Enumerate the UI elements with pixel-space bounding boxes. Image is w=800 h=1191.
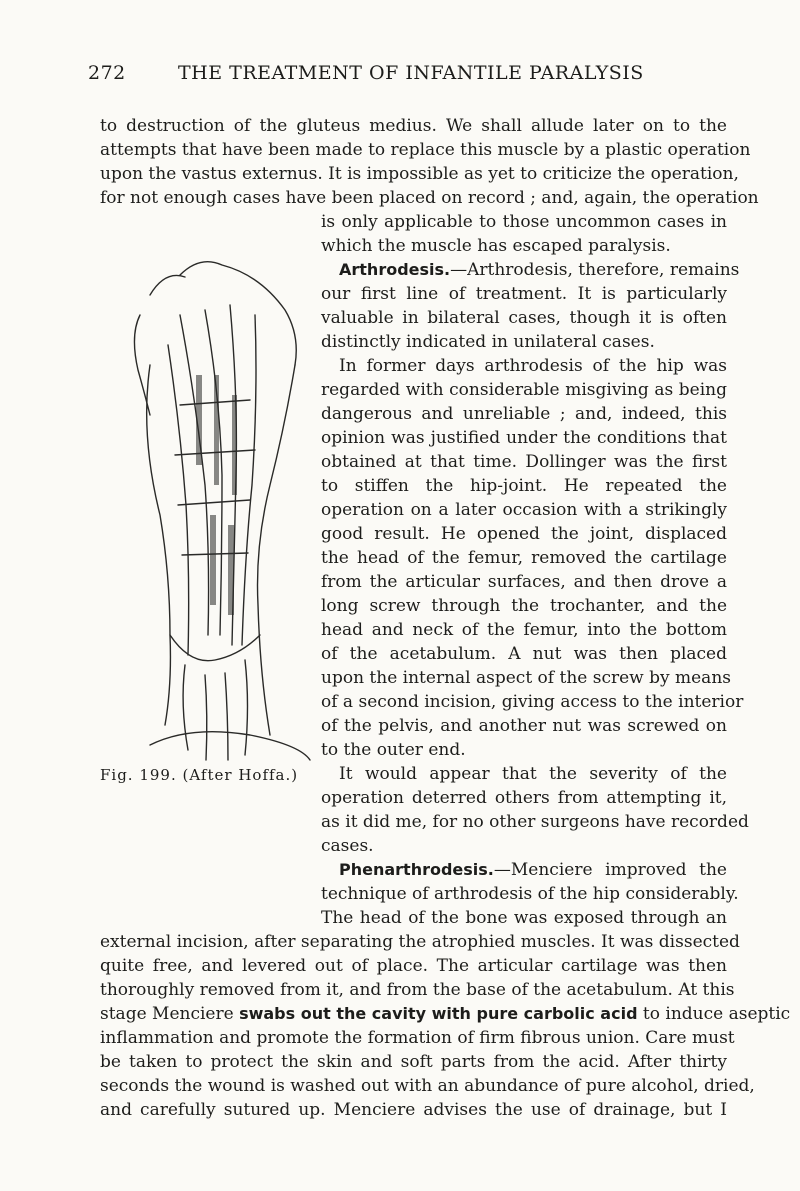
text-line: It would appear that the severity of the [339, 764, 727, 784]
text-line: attempts that have been made to replace this muscle by a plastic operation [100, 140, 751, 160]
text-line: which the muscle has escaped paralysis. [321, 236, 671, 256]
text-line: long screw through the trochanter, and the [321, 596, 727, 616]
text-line: to destruction of the gluteus medius. We shall allude later on to the [100, 116, 727, 136]
text-line: distinctly indicated in unilateral cases. [321, 332, 655, 352]
text-line [100, 1002, 791, 1026]
text-line: upon the internal aspect of the screw by means [321, 668, 731, 688]
text-line: and carefully sutured up. Menciere advises the use of drainage, but I [100, 1100, 727, 1120]
text-line: opinion was justified under the conditions that [321, 428, 727, 448]
text-line: In former days arthrodesis of the hip was [339, 356, 727, 376]
text-line: The head of the bone was exposed through an [321, 908, 727, 928]
text-span: —Arthrodesis, therefore, remains [450, 260, 740, 280]
text-line: is only applicable to those uncommon cases in [321, 212, 727, 232]
text-line: regarded with considerable misgiving as being [321, 380, 727, 400]
section-heading-arthrodesis [321, 258, 740, 282]
text-line: dangerous and unreliable ; and, indeed, this [321, 404, 727, 424]
text-line: of the acetabulum. A nut was then placed [321, 644, 727, 664]
text-line: cases. [321, 836, 374, 856]
running-header [88, 62, 728, 92]
text-line: to stiffen the hip-joint. He repeated the [321, 476, 727, 496]
text-line: quite free, and levered out of place. The articular cartilage was then [100, 956, 727, 976]
running-title: THE TREATMENT OF INFANTILE PARALYSIS [178, 62, 644, 84]
text-line: operation deterred others from attempting it, [321, 788, 727, 808]
figure-caption: Fig. 199. (After Hoffa.) [100, 766, 299, 784]
text-line: be taken to protect the skin and soft parts from the acid. After thirty [100, 1052, 727, 1072]
leg-muscles-illustration [110, 255, 322, 765]
text-span: —Menciere improved the [493, 860, 727, 880]
text-line: valuable in bilateral cases, though it is often [321, 308, 727, 328]
text-line: head and neck of the femur, into the bottom [321, 620, 727, 640]
text-line: obtained at that time. Dollinger was the first [321, 452, 727, 472]
emphasis-span: swabs out the cavity with pure carbolic acid [239, 1004, 638, 1023]
text-line: external incision, after separating the atrophied muscles. It was dissected [100, 932, 740, 952]
text-line: from the articular surfaces, and then drove a [321, 572, 727, 592]
text-line: of a second incision, giving access to the interior [321, 692, 744, 712]
text-line: to the outer end. [321, 740, 466, 760]
text-line: technique of arthrodesis of the hip considerably. [321, 884, 739, 904]
text-line: operation on a later occasion with a strikingly [321, 500, 727, 520]
text-line: our first line of treatment. It is particularly [321, 284, 727, 304]
section-title: Arthrodesis. [339, 260, 451, 279]
section-title: Phenarthrodesis. [339, 860, 494, 879]
text-line: seconds the wound is washed out with an abundance of pure alcohol, dried, [100, 1076, 755, 1096]
section-heading-phenarthrodesis [321, 858, 727, 882]
text-span: stage Menciere [100, 1004, 240, 1024]
page-number: 272 [88, 62, 126, 84]
text-line: thoroughly removed from it, and from the base of the acetabulum. At this [100, 980, 735, 1000]
text-line: upon the vastus externus. It is impossible as yet to criticize the operation, [100, 164, 739, 184]
text-line: the head of the femur, removed the cartilage [321, 548, 727, 568]
text-line: inflammation and promote the formation of firm fibrous union. Care must [100, 1028, 735, 1048]
text-line: good result. He opened the joint, displaced [321, 524, 727, 544]
text-line: for not enough cases have been placed on record ; and, again, the operation [100, 188, 759, 208]
text-line: as it did me, for no other surgeons have recorded [321, 812, 749, 832]
anatomical-figure [110, 255, 322, 805]
text-line: of the pelvis, and another nut was screwed on [321, 716, 727, 736]
text-span: to induce aseptic [637, 1004, 791, 1024]
